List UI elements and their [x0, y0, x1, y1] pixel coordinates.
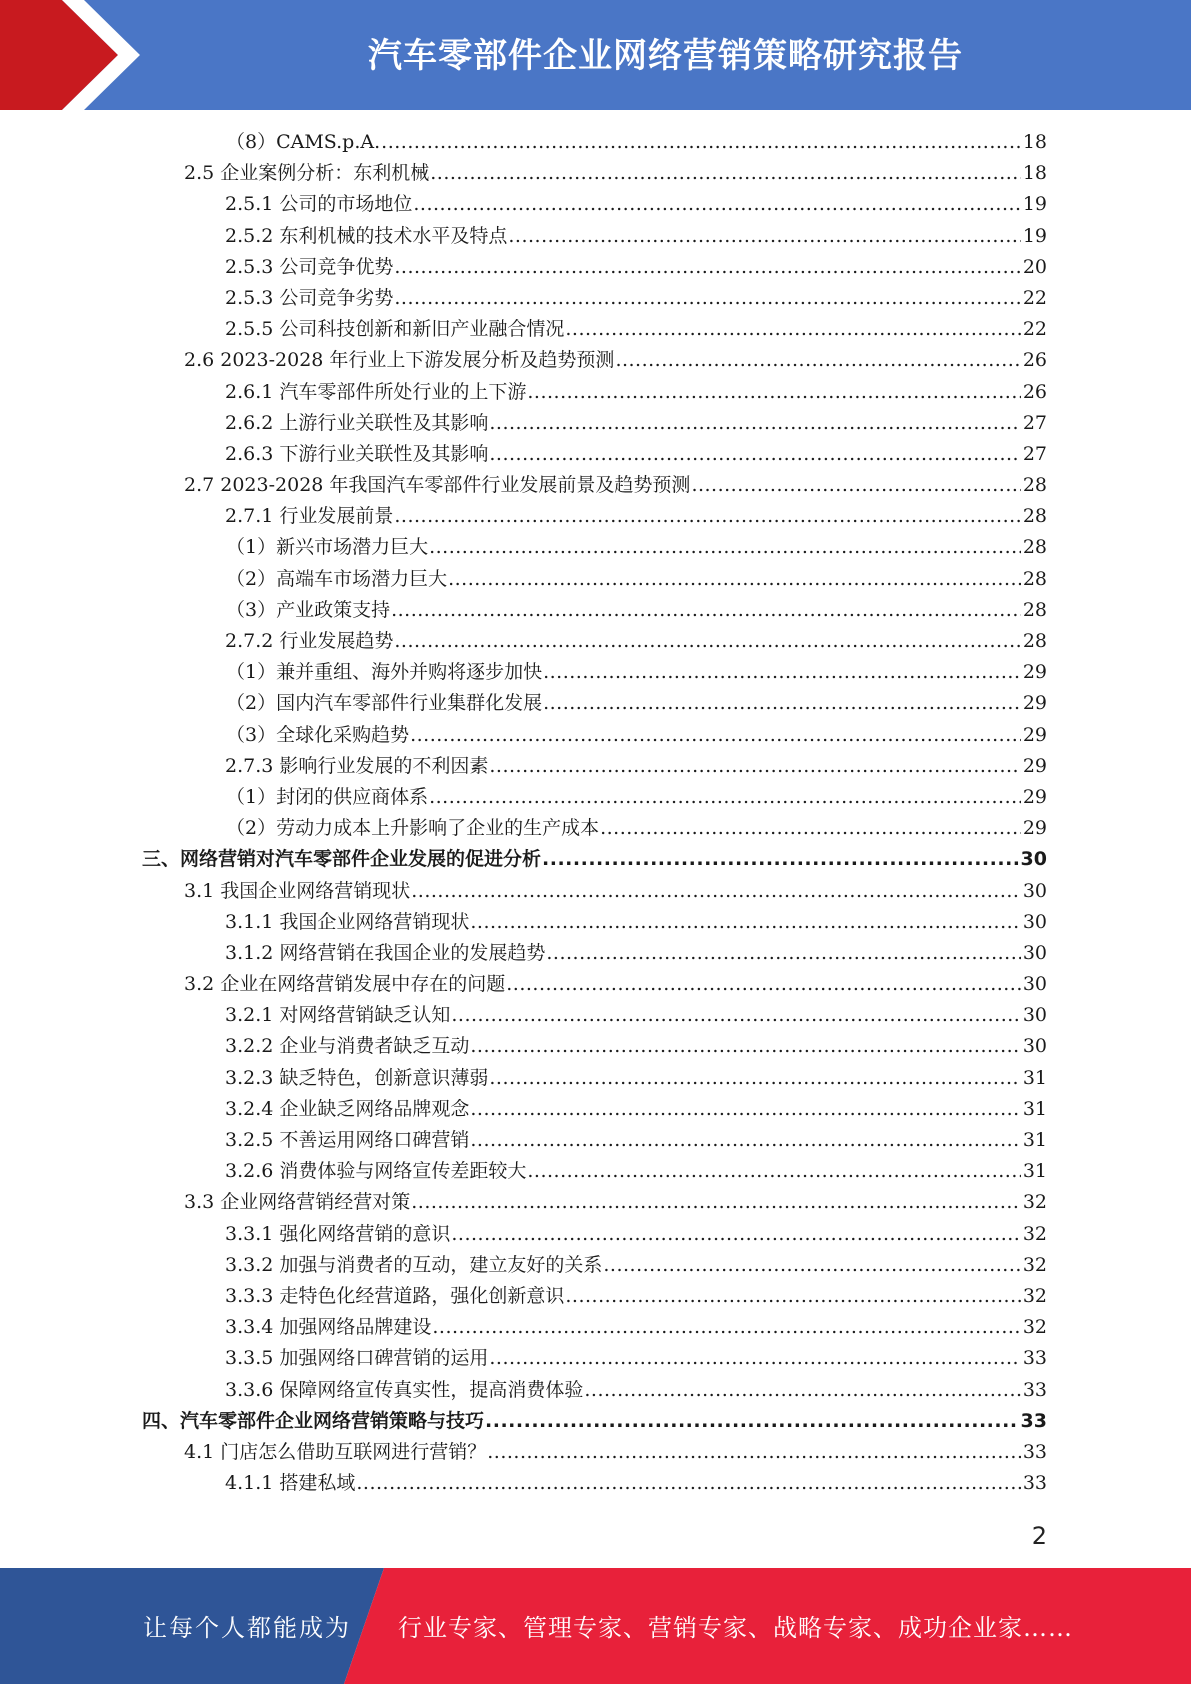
toc-leader-dots: [394, 626, 1046, 657]
toc-entry-page: 28: [1021, 470, 1047, 501]
toc-entry-page: 32: [1021, 1312, 1047, 1343]
toc-leader-dots: [489, 751, 1046, 782]
toc-entry[interactable]: [0, 1156, 1191, 1187]
toc-leader-dots: [448, 564, 1046, 595]
toc-leader-dots: [527, 377, 1046, 408]
toc-entry-label: 3.3 企业网络营销经营对策: [184, 1191, 411, 1214]
toc-entry[interactable]: [0, 1250, 1191, 1281]
toc-entry-label: 2.7 2023-2028 年我国汽车零部件行业发展前景及趋势预测: [184, 474, 691, 497]
toc-leader-dots: [542, 844, 1046, 875]
toc-entry[interactable]: [0, 969, 1191, 1000]
toc-entry[interactable]: [0, 782, 1191, 813]
toc-leader-dots: [432, 1312, 1046, 1343]
toc-leader-dots: [543, 657, 1046, 688]
toc-leader-dots: [489, 1063, 1046, 1094]
toc-entry-page: 20: [1021, 252, 1047, 283]
toc-entry-page: 26: [1021, 377, 1047, 408]
toc-entry-page: 29: [1021, 751, 1047, 782]
toc-entry[interactable]: [0, 127, 1191, 158]
toc-entry-label: （8）CAMS.p.A.: [226, 131, 381, 153]
toc-entry-page: 33: [1021, 1375, 1047, 1406]
toc-entry[interactable]: [0, 408, 1191, 439]
toc-entry-page: 18: [1021, 127, 1047, 158]
toc-entry[interactable]: [0, 1406, 1191, 1437]
toc-entry-page: 31: [1021, 1094, 1047, 1125]
report-title: 汽车零部件企业网络营销策略研究报告: [368, 36, 963, 76]
toc-entry[interactable]: [0, 1000, 1191, 1031]
toc-entry-label: 4.1 门店怎么借助互联网进行营销？: [184, 1440, 487, 1463]
toc-entry-label: 2.6.2 上游行业关联性及其影响: [225, 411, 489, 434]
toc-entry[interactable]: [0, 221, 1191, 252]
toc-entry-page: 22: [1021, 314, 1047, 345]
toc-leader-dots: [546, 938, 1046, 969]
toc-entry[interactable]: [0, 1312, 1191, 1343]
toc-entry-page: 29: [1021, 782, 1047, 813]
toc-entry-label: （1）封闭的供应商体系: [226, 785, 429, 808]
toc-entry-page: 19: [1021, 189, 1047, 220]
toc-entry-label: 3.3.5 加强网络口碑营销的运用: [225, 1347, 489, 1370]
toc-leader-dots: [470, 1031, 1046, 1062]
toc-leader-dots: [410, 720, 1046, 751]
toc-entry-page: 31: [1021, 1125, 1047, 1156]
toc-entry-label: 3.2.3 缺乏特色，创新意识薄弱: [225, 1066, 489, 1089]
toc-entry[interactable]: [0, 158, 1191, 189]
toc-entry-label: 3.2.6 消费体验与网络宣传差距较大: [225, 1160, 527, 1183]
toc-entry-label: （1）兼并重组、海外并购将逐步加快: [226, 661, 543, 684]
toc-entry[interactable]: [0, 876, 1191, 907]
toc-leader-dots: [565, 314, 1046, 345]
toc-entry[interactable]: [0, 751, 1191, 782]
toc-entry-label: 3.2.5 不善运用网络口碑营销: [225, 1129, 470, 1151]
toc-leader-dots: [356, 1468, 1046, 1499]
toc-entry[interactable]: [0, 1343, 1191, 1374]
toc-entry-label: 3.2.4 企业缺乏网络品牌观念: [225, 1097, 470, 1120]
toc-entry-page: 30: [1021, 1031, 1047, 1062]
page-footer: [0, 1568, 1191, 1684]
toc-entry[interactable]: [0, 626, 1191, 657]
toc-leader-dots: [429, 782, 1046, 813]
toc-leader-dots: [413, 189, 1046, 220]
toc-entry[interactable]: [0, 1281, 1191, 1312]
toc-entry-page: 18: [1021, 158, 1047, 189]
toc-entry[interactable]: [0, 907, 1191, 938]
toc-entry[interactable]: [0, 1375, 1191, 1406]
toc-leader-dots: [430, 158, 1046, 189]
toc-entry[interactable]: [0, 501, 1191, 532]
toc-entry-label: 3.1.1 我国企业网络营销现状: [225, 910, 470, 933]
toc-entry[interactable]: [0, 1187, 1191, 1218]
toc-entry-page: 29: [1021, 720, 1047, 751]
toc-entry[interactable]: [0, 688, 1191, 719]
toc-entry[interactable]: [0, 377, 1191, 408]
toc-entry[interactable]: [0, 1031, 1191, 1062]
toc-entry[interactable]: [0, 439, 1191, 470]
toc-entry-page: 29: [1021, 813, 1047, 844]
toc-entry-label: 3.3.6 保障网络宣传真实性，提高消费体验: [225, 1378, 584, 1401]
toc-entry-page: 32: [1021, 1187, 1047, 1218]
toc-leader-dots: [429, 532, 1046, 563]
toc-leader-dots: [584, 1375, 1046, 1406]
toc-entry-page: 30: [1019, 844, 1047, 875]
table-of-contents: [0, 127, 1191, 1499]
toc-leader-dots: [394, 501, 1046, 532]
toc-entry[interactable]: [0, 1219, 1191, 1250]
toc-entry-page: 30: [1021, 969, 1047, 1000]
toc-entry-label: 四、汽车零部件企业网络营销策略与技巧: [142, 1409, 485, 1432]
toc-leader-dots: [451, 1000, 1046, 1031]
toc-entry[interactable]: [0, 345, 1191, 376]
toc-entry-label: 2.7.2 行业发展趋势: [225, 630, 394, 652]
toc-leader-dots: [470, 1094, 1046, 1125]
toc-entry-page: 31: [1021, 1156, 1047, 1187]
toc-entry-page: 32: [1021, 1281, 1047, 1312]
toc-entry-label: 3.3.3 走特色化经营道路，强化创新意识: [225, 1284, 565, 1307]
toc-leader-dots: [615, 345, 1046, 376]
toc-entry-label: 三、网络营销对汽车零部件企业发展的促进分析: [142, 848, 542, 871]
toc-entry-page: 27: [1021, 408, 1047, 439]
toc-entry-label: （2）劳动力成本上升影响了企业的生产成本: [226, 817, 600, 840]
page-header: [0, 0, 1191, 110]
toc-entry-page: 31: [1021, 1063, 1047, 1094]
toc-leader-dots: [381, 127, 1046, 158]
toc-entry[interactable]: [0, 470, 1191, 501]
toc-entry-page: 29: [1021, 657, 1047, 688]
toc-leader-dots: [489, 408, 1046, 439]
toc-entry-label: （3）产业政策支持: [226, 598, 391, 621]
toc-entry[interactable]: [0, 1063, 1191, 1094]
toc-entry[interactable]: [0, 283, 1191, 314]
toc-entry[interactable]: [0, 1468, 1191, 1499]
toc-entry-label: （3）全球化采购趋势: [226, 723, 410, 746]
toc-entry-page: 32: [1021, 1219, 1047, 1250]
toc-entry[interactable]: [0, 189, 1191, 220]
page-number: 2: [1031, 1522, 1047, 1550]
toc-entry[interactable]: [0, 1125, 1191, 1156]
toc-entry-page: 28: [1021, 501, 1047, 532]
toc-entry[interactable]: [0, 1094, 1191, 1125]
toc-leader-dots: [603, 1250, 1046, 1281]
toc-leader-dots: [470, 1125, 1046, 1156]
toc-entry-label: 3.3.2 加强与消费者的互动，建立友好的关系: [225, 1253, 603, 1276]
toc-entry-page: 28: [1021, 564, 1047, 595]
toc-entry-page: 32: [1021, 1250, 1047, 1281]
toc-entry[interactable]: [0, 314, 1191, 345]
toc-leader-dots: [391, 595, 1046, 626]
toc-entry-label: 3.3.1 强化网络营销的意识: [225, 1222, 451, 1245]
toc-entry-label: （2）国内汽车零部件行业集群化发展: [226, 692, 543, 715]
footer-slogan-right: 行业专家、管理专家、营销专家、战略专家、成功企业家……: [398, 1614, 1073, 1642]
toc-entry-label: 3.1.2 网络营销在我国企业的发展趋势: [225, 941, 546, 964]
toc-entry-label: 4.1.1 搭建私域: [225, 1472, 356, 1495]
toc-entry-page: 33: [1021, 1468, 1047, 1499]
toc-entry[interactable]: [0, 844, 1191, 875]
toc-entry-page: 19: [1021, 221, 1047, 252]
toc-entry-page: 22: [1021, 283, 1047, 314]
toc-entry[interactable]: [0, 595, 1191, 626]
toc-entry-page: 30: [1021, 876, 1047, 907]
toc-entry-page: 33: [1021, 1437, 1047, 1468]
toc-leader-dots: [543, 688, 1046, 719]
toc-entry[interactable]: [0, 1437, 1191, 1468]
toc-entry[interactable]: [0, 813, 1191, 844]
toc-entry-label: 3.3.4 加强网络品牌建设: [225, 1316, 432, 1339]
toc-entry-label: 2.5.1 公司的市场地位: [225, 193, 413, 216]
toc-leader-dots: [411, 876, 1046, 907]
toc-entry-label: 3.2.2 企业与消费者缺乏互动: [225, 1035, 470, 1058]
toc-entry-label: 2.5 企业案例分析：东利机械: [184, 162, 430, 185]
toc-leader-dots: [565, 1281, 1046, 1312]
toc-entry-page: 28: [1021, 532, 1047, 563]
toc-entry-label: 2.7.1 行业发展前景: [225, 505, 394, 528]
toc-leader-dots: [527, 1156, 1046, 1187]
toc-leader-dots: [506, 969, 1046, 1000]
toc-leader-dots: [411, 1187, 1046, 1218]
toc-entry[interactable]: [0, 252, 1191, 283]
toc-entry-page: 29: [1021, 688, 1047, 719]
toc-leader-dots: [394, 252, 1046, 283]
toc-entry-label: 3.1 我国企业网络营销现状: [184, 879, 411, 902]
toc-leader-dots: [489, 1343, 1046, 1374]
toc-entry-label: 3.2 企业在网络营销发展中存在的问题: [184, 973, 506, 996]
toc-entry-label: 2.5.2 东利机械的技术水平及特点: [225, 224, 508, 247]
toc-entry[interactable]: [0, 657, 1191, 688]
toc-entry-label: 2.5.3 公司竞争优势: [225, 255, 394, 278]
toc-entry-label: （2）高端车市场潜力巨大: [226, 567, 448, 590]
toc-entry-page: 30: [1021, 907, 1047, 938]
toc-entry-label: 2.6.3 下游行业关联性及其影响: [225, 442, 489, 465]
toc-entry-label: 2.7.3 影响行业发展的不利因素: [225, 754, 489, 777]
toc-entry[interactable]: [0, 564, 1191, 595]
toc-leader-dots: [508, 221, 1046, 252]
toc-entry-page: 27: [1021, 439, 1047, 470]
toc-entry[interactable]: [0, 720, 1191, 751]
toc-entry-label: 2.6 2023-2028 年行业上下游发展分析及趋势预测: [184, 349, 615, 372]
toc-entry-page: 33: [1021, 1343, 1047, 1374]
toc-entry-label: 2.5.5 公司科技创新和新旧产业融合情况: [225, 318, 565, 341]
toc-entry-page: 33: [1019, 1406, 1047, 1437]
toc-entry-page: 30: [1021, 1000, 1047, 1031]
toc-leader-dots: [489, 439, 1046, 470]
footer-slogan-left: 让每个人都能成为: [143, 1614, 351, 1642]
toc-entry-page: 28: [1021, 595, 1047, 626]
toc-leader-dots: [691, 470, 1046, 501]
toc-leader-dots: [600, 813, 1046, 844]
toc-leader-dots: [394, 283, 1046, 314]
toc-entry-page: 28: [1021, 626, 1047, 657]
toc-leader-dots: [487, 1437, 1046, 1468]
toc-entry-label: 2.6.1 汽车零部件所处行业的上下游: [225, 380, 527, 403]
toc-leader-dots: [485, 1406, 1046, 1437]
toc-entry[interactable]: [0, 938, 1191, 969]
toc-entry-label: 2.5.3 公司竞争劣势: [225, 286, 394, 309]
toc-entry-label: 3.2.1 对网络营销缺乏认知: [225, 1004, 451, 1027]
toc-entry-page: 26: [1021, 345, 1047, 376]
toc-entry[interactable]: [0, 532, 1191, 563]
toc-entry-label: （1）新兴市场潜力巨大: [226, 536, 429, 559]
toc-leader-dots: [451, 1219, 1046, 1250]
toc-leader-dots: [470, 907, 1046, 938]
toc-entry-page: 30: [1021, 938, 1047, 969]
